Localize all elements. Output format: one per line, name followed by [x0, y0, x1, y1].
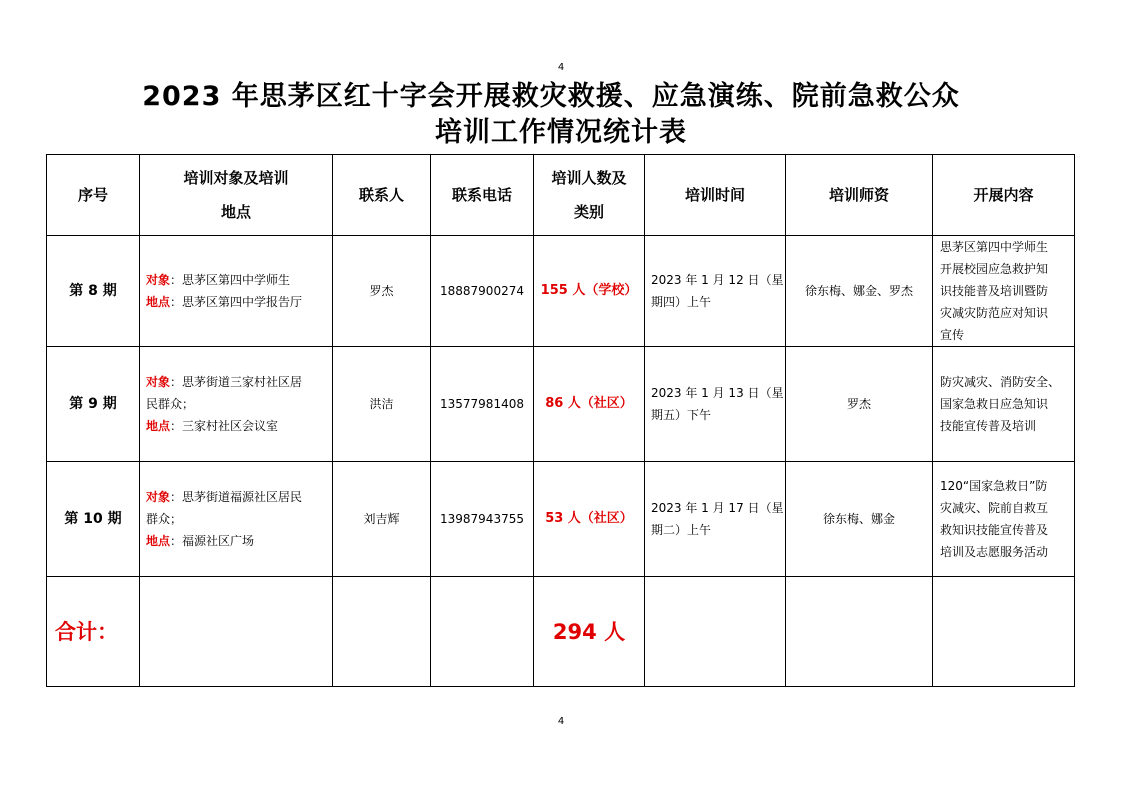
table-row [47, 347, 1075, 462]
row-content [933, 462, 1075, 577]
table-row [47, 462, 1075, 577]
page-title-line1: 2023 年思茅区红十字会开展救灾救援、应急演练、院前急救公众 [142, 81, 960, 112]
page-title-line2: 培训工作情况统计表 [435, 117, 687, 148]
content-line: 救知识技能宣传普及 [940, 523, 1049, 537]
row-contact: 洪洁 [333, 347, 431, 462]
total-value: 294 人 [534, 577, 645, 687]
row-seq: 第 8 期 [47, 236, 140, 347]
row-time [645, 462, 786, 577]
header-count-line1: 培训人数及 [551, 169, 627, 187]
page-number-bottom: 4 [557, 716, 565, 727]
row-teacher: 罗杰 [786, 347, 933, 462]
target-value: ：思茅街道三家村社区居 [170, 375, 303, 389]
row-seq: 第 9 期 [47, 347, 140, 462]
place-line [146, 530, 332, 552]
content-line: 思茅区第四中学师生 [940, 240, 1049, 254]
place-line [146, 291, 332, 313]
total-row [47, 577, 1075, 687]
time-line2: 期四）上午 [651, 295, 712, 309]
row-count: 155 人（学校） [534, 236, 645, 347]
header-teacher: 培训师资 [786, 155, 933, 236]
content-line: 灾减灾、院前自救互 [940, 501, 1049, 515]
row-target [140, 236, 333, 347]
time-line1: 2023 年 1 月 12 日（星 [651, 273, 784, 287]
row-content [933, 236, 1075, 347]
header-content: 开展内容 [933, 155, 1075, 236]
total-label: 合计： [47, 577, 140, 687]
target-line [146, 486, 332, 508]
header-seq: 序号 [47, 155, 140, 236]
target-line [146, 371, 332, 393]
place-label: 地点 [146, 534, 171, 548]
place-label: 地点 [146, 295, 171, 309]
row-contact: 刘吉辉 [333, 462, 431, 577]
content-line: 识技能普及培训暨防 [940, 284, 1049, 298]
place-line [146, 415, 332, 437]
row-phone: 13987943755 [431, 462, 534, 577]
target-value: ：思茅街道福源社区居民 [170, 490, 303, 504]
table-row [47, 236, 1075, 347]
content-line: 技能宣传普及培训 [940, 419, 1037, 433]
row-time [645, 347, 786, 462]
header-target [140, 155, 333, 236]
place-value: ：思茅区第四中学报告厅 [170, 295, 303, 309]
time-line2: 期二）上午 [651, 523, 712, 537]
target-label: 对象 [146, 375, 171, 389]
header-target-line1: 培训对象及培训 [183, 169, 289, 187]
row-phone: 13577981408 [431, 347, 534, 462]
content-line: 防灾减灾、消防安全、 [940, 375, 1061, 389]
row-count: 53 人（社区） [534, 462, 645, 577]
row-target [140, 462, 333, 577]
row-contact: 罗杰 [333, 236, 431, 347]
empty-cell [645, 577, 786, 687]
header-phone: 联系电话 [431, 155, 534, 236]
time-line1: 2023 年 1 月 17 日（星 [651, 501, 784, 515]
header-contact: 联系人 [333, 155, 431, 236]
content-line: 开展校园应急救护知 [940, 262, 1049, 276]
target-value: ：思茅区第四中学师生 [170, 273, 291, 287]
empty-cell [786, 577, 933, 687]
target-label: 对象 [146, 490, 171, 504]
target-label: 对象 [146, 273, 171, 287]
place-value: ：三家村社区会议室 [170, 419, 279, 433]
content-line: 培训及志愿服务活动 [940, 545, 1049, 559]
content-line: 国家急救日应急知识 [940, 397, 1049, 411]
header-row [47, 155, 1075, 236]
target-line [146, 269, 332, 291]
target-line2: 民群众； [146, 397, 195, 411]
statistics-table [46, 154, 1075, 687]
header-count-line2: 类别 [573, 203, 604, 221]
target-line2: 群众； [146, 512, 183, 526]
time-line1: 2023 年 1 月 13 日（星 [651, 386, 784, 400]
header-count [534, 155, 645, 236]
empty-cell [933, 577, 1075, 687]
empty-cell [140, 577, 333, 687]
row-seq: 第 10 期 [47, 462, 140, 577]
content-line: 宣传 [940, 328, 965, 342]
header-target-line2: 地点 [220, 203, 251, 221]
row-content [933, 347, 1075, 462]
row-count: 86 人（社区） [534, 347, 645, 462]
header-time: 培训时间 [645, 155, 786, 236]
row-phone: 18887900274 [431, 236, 534, 347]
row-teacher: 徐东梅、娜金 [786, 462, 933, 577]
empty-cell [431, 577, 534, 687]
row-time [645, 236, 786, 347]
row-teacher: 徐东梅、娜金、罗杰 [786, 236, 933, 347]
empty-cell [333, 577, 431, 687]
row-target [140, 347, 333, 462]
content-line: 120“国家急救日”防 [940, 479, 1048, 493]
place-value: ：福源社区广场 [170, 534, 255, 548]
content-line: 灾减灾防范应对知识 [940, 306, 1049, 320]
page-number-top: 4 [557, 62, 565, 73]
place-label: 地点 [146, 419, 171, 433]
time-line2: 期五）下午 [651, 408, 712, 422]
